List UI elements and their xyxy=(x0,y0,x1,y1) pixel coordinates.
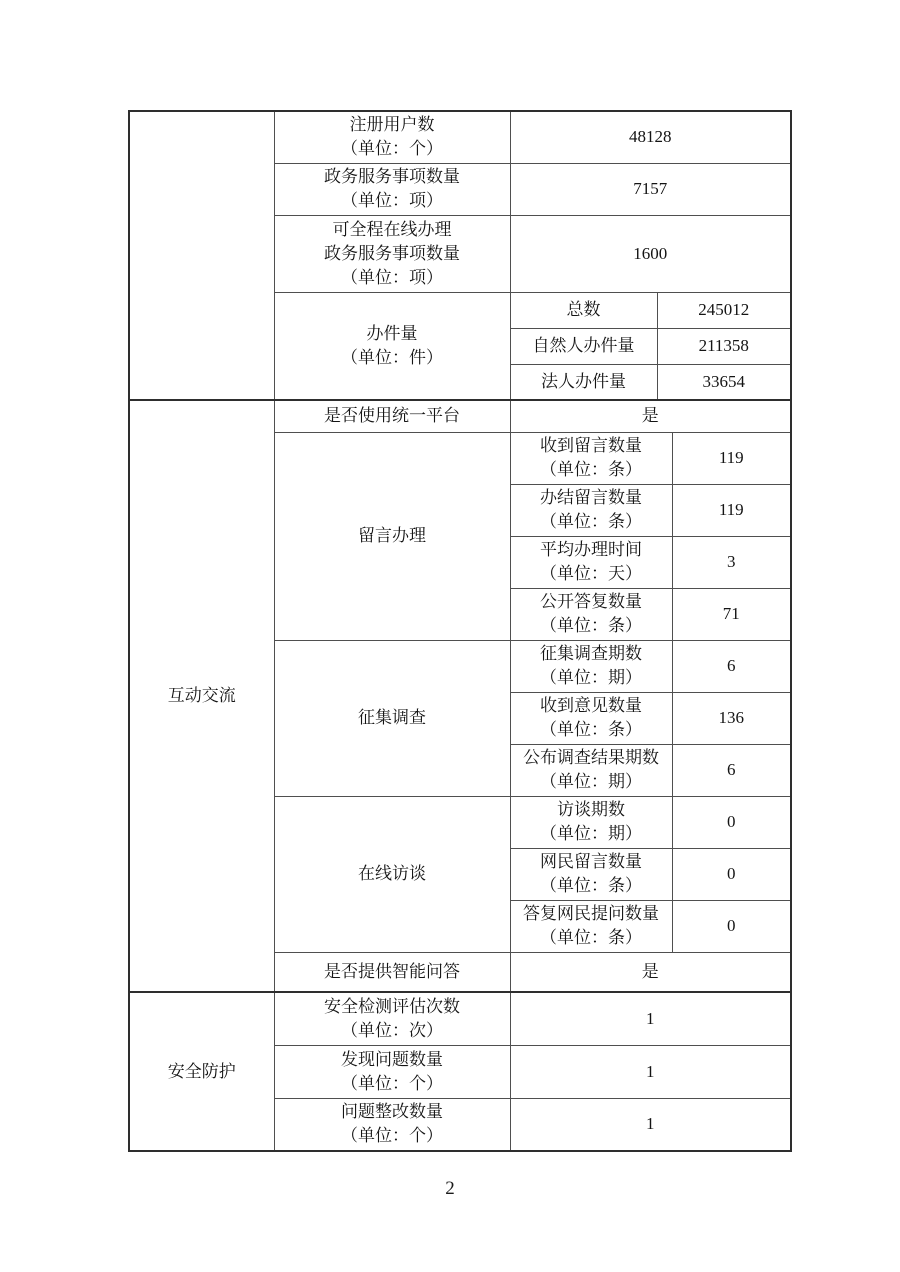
value-cell-case-total: 245012 xyxy=(657,292,791,328)
unit-text: （单位：天） xyxy=(540,564,642,583)
label-cell-problems-rectified xyxy=(274,1098,510,1151)
value-cell-service-items: 7157 xyxy=(510,163,791,215)
category-cell-continued xyxy=(129,111,274,400)
report-table-container xyxy=(128,110,792,1152)
value-cell-public-replies: 71 xyxy=(672,588,791,640)
value-cell-security-assessments: 1 xyxy=(510,992,791,1045)
label-cell-online-interview: 在线访谈 xyxy=(274,796,510,952)
label-text: 政务服务事项数量 xyxy=(324,243,460,263)
sublabel-cell-messages-received xyxy=(510,432,672,484)
sublabel-cell-case-total: 总数 xyxy=(510,292,657,328)
label-cell-message-handling: 留言办理 xyxy=(274,432,510,640)
sublabel-cell-netizen-messages xyxy=(510,848,672,900)
government-service-report-table xyxy=(128,110,792,1152)
unit-text: （单位：条） xyxy=(540,928,642,947)
value-cell-registered-users: 48128 xyxy=(510,111,791,163)
value-cell-netizen-messages: 0 xyxy=(672,848,791,900)
value-cell-survey-issues: 6 xyxy=(672,640,791,692)
label-cell-unified-platform: 是否使用统一平台 xyxy=(274,400,510,432)
label-cell-problems-found xyxy=(274,1045,510,1098)
value-cell-avg-handling-time: 3 xyxy=(672,536,791,588)
value-cell-case-legal: 33654 xyxy=(657,364,791,400)
value-cell-questions-answered: 0 xyxy=(672,900,791,952)
label-text: 问题整改数量 xyxy=(341,1102,443,1122)
label-text: 收到留言数量 xyxy=(540,436,642,455)
sublabel-cell-questions-answered xyxy=(510,900,672,952)
value-cell-case-natural: 211358 xyxy=(657,328,791,364)
value-cell-messages-resolved: 119 xyxy=(672,484,791,536)
unit-text: （单位：条） xyxy=(540,876,642,895)
category-cell-interaction: 互动交流 xyxy=(129,400,274,992)
unit-text: （单位：期） xyxy=(540,668,642,687)
sublabel-cell-public-replies xyxy=(510,588,672,640)
label-text: 办件量 xyxy=(366,323,418,343)
sublabel-cell-survey-results-published xyxy=(510,744,672,796)
unit-text: （单位：次） xyxy=(341,1020,443,1040)
unit-text: （单位：条） xyxy=(540,512,642,531)
sublabel-cell-interview-sessions xyxy=(510,796,672,848)
label-cell-full-online-items xyxy=(274,215,510,292)
value-cell-opinions-received: 136 xyxy=(672,692,791,744)
label-text: 政务服务事项数量 xyxy=(324,167,460,186)
label-text: 答复网民提问数量 xyxy=(523,904,659,923)
unit-text: （单位：期） xyxy=(540,824,642,843)
sublabel-cell-avg-handling-time xyxy=(510,536,672,588)
value-cell-full-online-items: 1600 xyxy=(510,215,791,292)
label-cell-case-volume xyxy=(274,292,510,400)
category-cell-security: 安全防护 xyxy=(129,992,274,1151)
label-text: 平均办理时间 xyxy=(540,540,642,559)
value-cell-survey-results-published: 6 xyxy=(672,744,791,796)
value-cell-messages-received: 119 xyxy=(672,432,791,484)
unit-text: （单位：期） xyxy=(540,772,642,791)
sublabel-cell-case-legal: 法人办件量 xyxy=(510,364,657,400)
label-cell-registered-users xyxy=(274,111,510,163)
label-text: 收到意见数量 xyxy=(540,696,642,715)
value-cell-interview-sessions: 0 xyxy=(672,796,791,848)
label-text: 发现问题数量 xyxy=(341,1049,443,1069)
unit-text: （单位：条） xyxy=(540,616,642,635)
unit-text: （单位：项） xyxy=(341,267,443,287)
unit-text: （单位：项） xyxy=(341,191,443,210)
value-cell-smart-qa: 是 xyxy=(510,952,791,992)
unit-text: （单位：个） xyxy=(341,139,443,159)
sublabel-cell-survey-issues xyxy=(510,640,672,692)
unit-text: （单位：个） xyxy=(341,1126,443,1146)
unit-text: （单位：条） xyxy=(540,460,642,479)
label-text: 公布调查结果期数 xyxy=(523,748,659,767)
sublabel-cell-messages-resolved xyxy=(510,484,672,536)
value-cell-problems-found: 1 xyxy=(510,1045,791,1098)
label-text: 网民留言数量 xyxy=(540,852,642,871)
label-cell-smart-qa: 是否提供智能问答 xyxy=(274,952,510,992)
sublabel-cell-case-natural: 自然人办件量 xyxy=(510,328,657,364)
unit-text: （单位：件） xyxy=(341,347,443,367)
label-text: 访谈期数 xyxy=(557,800,625,819)
label-cell-service-items xyxy=(274,163,510,215)
unit-text: （单位：条） xyxy=(540,720,642,739)
unit-text: （单位：个） xyxy=(341,1073,443,1093)
value-cell-problems-rectified: 1 xyxy=(510,1098,791,1151)
label-text: 注册用户数 xyxy=(349,115,435,135)
label-cell-security-assessments xyxy=(274,992,510,1045)
label-text: 公开答复数量 xyxy=(540,592,642,611)
page-number: 2 xyxy=(445,1178,455,1199)
label-text: 办结留言数量 xyxy=(540,488,642,507)
label-text: 安全检测评估次数 xyxy=(324,996,460,1016)
label-text: 可全程在线办理 xyxy=(332,219,452,239)
value-cell-unified-platform: 是 xyxy=(510,400,791,432)
sublabel-cell-opinions-received xyxy=(510,692,672,744)
label-text: 征集调查期数 xyxy=(540,644,642,663)
label-cell-survey-collection: 征集调查 xyxy=(274,640,510,796)
